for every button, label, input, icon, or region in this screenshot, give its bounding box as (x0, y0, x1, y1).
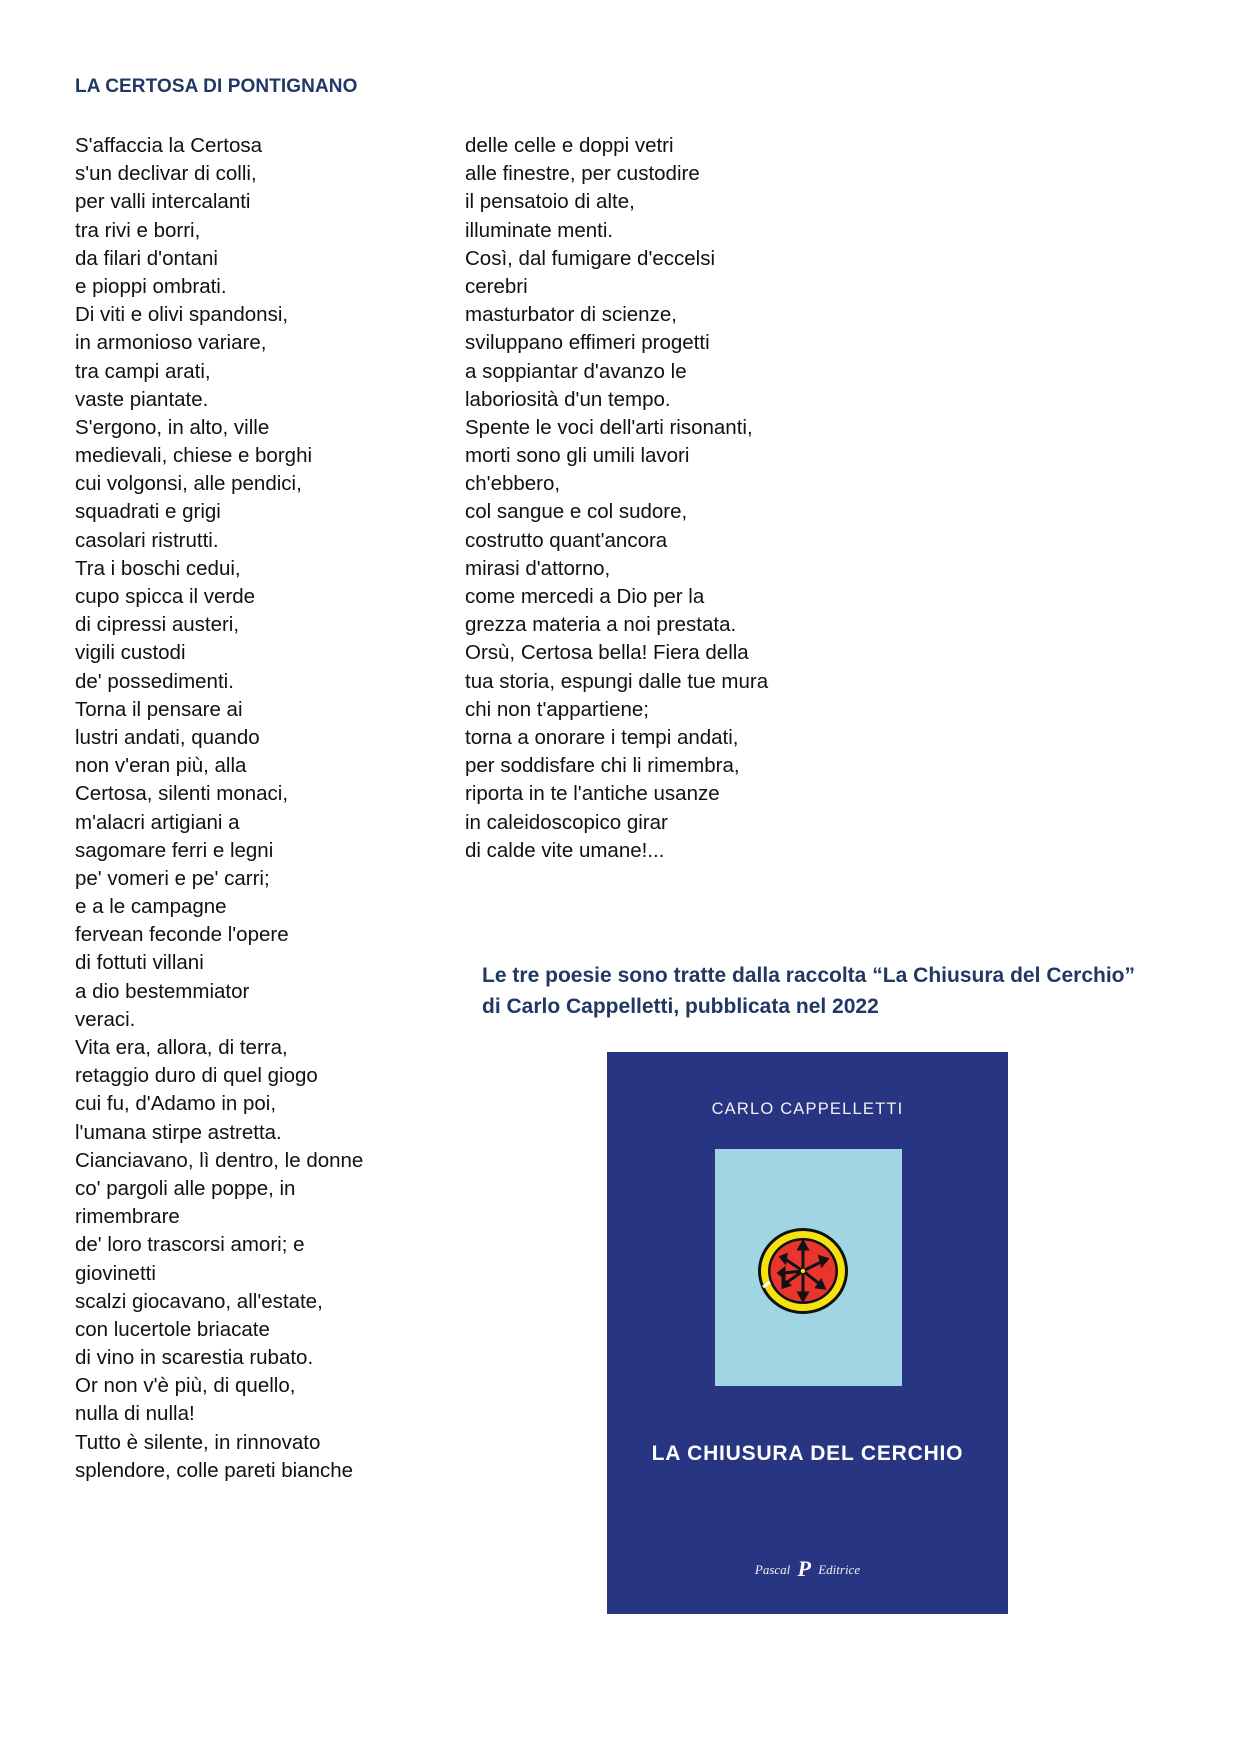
poem-line: lustri andati, quando (75, 725, 260, 749)
poem-line: torna a onorare i tempi andati, (465, 725, 739, 749)
poem-line: morti sono gli umili lavori (465, 444, 690, 468)
poem-line: cui volgonsi, alle pendici, (75, 472, 302, 496)
poem-line: in armonioso variare, (75, 331, 267, 355)
poem-line: veraci. (75, 1007, 136, 1031)
poem-line: vaste piantate. (75, 387, 209, 411)
poem-line: e a le campagne (75, 895, 227, 919)
poem-line: s'un declivar di colli, (75, 162, 257, 186)
book-cover (607, 1052, 1008, 1614)
poem-column-right (465, 132, 768, 865)
poem-line: chi non t'appartiene; (465, 697, 649, 721)
cover-title: LA CHIUSURA DEL CERCHIO (651, 1442, 964, 1465)
poem-line: Di viti e olivi spandonsi, (75, 303, 289, 327)
publisher-mark (607, 1554, 1008, 1580)
poem-line: scalzi giocavano, all'estate, (75, 1289, 323, 1313)
poem-line: tra rivi e borri, (75, 218, 201, 242)
publisher-logo-icon: P (797, 1556, 811, 1581)
poem-line: in caleidoscopico girar (465, 810, 668, 834)
poem-line: Tutto è silente, in rinnovato (75, 1430, 321, 1454)
poem-line: e pioppi ombrati. (75, 274, 227, 298)
poem-line: Spente le voci dell'arti risonanti, (465, 415, 753, 439)
poem-line: il pensatoio di alte, (465, 190, 635, 214)
poem-line: fervean feconde l'opere (75, 923, 289, 947)
poem-line: come mercedi a Dio per la (465, 585, 705, 608)
poem-line: vigili custodi (75, 641, 186, 665)
poem-line: m'alacri artigiani a (75, 810, 240, 834)
publisher-name-right: Editrice (818, 1562, 861, 1577)
poem-line: rimembrare (75, 1205, 180, 1229)
poem-line: sviluppano effimeri progetti (465, 331, 710, 355)
poem-line: a soppiantar d'avanzo le (465, 359, 687, 383)
poem-line: delle celle e doppi vetri (465, 134, 674, 157)
poem-line: S'affaccia la Certosa (75, 134, 262, 157)
poem-line: casolari ristrutti. (75, 528, 219, 552)
poem-line: giovinetti (75, 1261, 156, 1285)
poem-line: co' pargoli alle poppe, in (75, 1176, 296, 1200)
poem-line: tra campi arati, (75, 359, 211, 383)
poem-line: illuminate menti. (465, 218, 614, 242)
poem-line: medievali, chiese e borghi (75, 444, 313, 468)
poem-line: sagomare ferri e legni (75, 838, 274, 862)
poem-line: non v'eran più, alla (75, 754, 247, 778)
poem-line: di vino in scarestia rubato. (75, 1346, 314, 1370)
poem-line: laboriosità d'un tempo. (465, 387, 671, 411)
publisher-name-left: Pascal (754, 1562, 791, 1577)
poem-line: de' loro trascorsi amori; e (75, 1233, 305, 1257)
circle-emblem-icon (755, 1225, 851, 1317)
poem-line: alle finestre, per custodire (465, 162, 700, 186)
poem-line: da filari d'ontani (75, 246, 218, 270)
poem-line: masturbator di scienze, (465, 303, 677, 327)
poem-line: Vita era, allora, di terra, (75, 1036, 288, 1059)
poem-line: cupo spicca il verde (75, 585, 256, 608)
poem-line: col sangue e col sudore, (465, 500, 688, 524)
poem-line: ch'ebbero, (465, 472, 561, 496)
poem-line: di calde vite umane!... (465, 838, 665, 862)
poem-line: pe' vomeri e pe' carri; (75, 866, 270, 890)
poem-column-left (75, 132, 363, 1485)
poem-line: l'umana stirpe astretta. (75, 1120, 282, 1144)
poem-line: Or non v'è più, di quello, (75, 1374, 296, 1398)
poem-line: grezza materia a noi prestata. (465, 613, 737, 637)
poem-line: Tra i boschi cedui, (75, 556, 241, 580)
poem-line: mirasi d'attorno, (465, 556, 611, 580)
poem-line: tua storia, espungi dalle tue mura (465, 669, 769, 693)
poem-line: Orsù, Certosa bella! Fiera della (465, 641, 749, 665)
poem-line: di fottuti villani (75, 951, 204, 975)
poem-line: nulla di nulla! (75, 1402, 195, 1426)
poem-line: costrutto quant'ancora (465, 528, 668, 552)
poem-line: per valli intercalanti (75, 190, 251, 214)
poem-line: Torna il pensare ai (75, 697, 243, 721)
cover-panel (715, 1149, 902, 1386)
poem-line: S'ergono, in alto, ville (75, 415, 270, 439)
page-title: LA CERTOSA DI PONTIGNANO (75, 76, 358, 97)
poem-line: retaggio duro di quel giogo (75, 1064, 318, 1088)
poem-line: Certosa, silenti monaci, (75, 782, 289, 806)
cover-author: CARLO CAPPELLETTI (711, 1100, 904, 1118)
poem-line: de' possedimenti. (75, 669, 234, 693)
poem-line: Così, dal fumigare d'eccelsi (465, 246, 716, 270)
poem-line: di cipressi austeri, (75, 613, 240, 637)
collection-caption: Le tre poesie sono tratte dalla raccolta “La Chiusura del Cerchio” di Carlo Cappelletti, pubblicata nel 2022 (482, 964, 1135, 1018)
poem-line: Cianciavano, lì dentro, le donne (75, 1148, 364, 1172)
poem-line: per soddisfare chi li rimembra, (465, 754, 740, 778)
poem-line: squadrati e grigi (75, 500, 221, 524)
poem-line: cui fu, d'Adamo in poi, (75, 1092, 277, 1116)
poem-line: splendore, colle pareti bianche (75, 1458, 354, 1482)
poem-line: cerebri (465, 274, 528, 298)
poem-line: con lucertole briacate (75, 1317, 270, 1341)
poem-line: riporta in te l'antiche usanze (465, 782, 720, 806)
poem-line: a dio bestemmiator (75, 979, 250, 1003)
